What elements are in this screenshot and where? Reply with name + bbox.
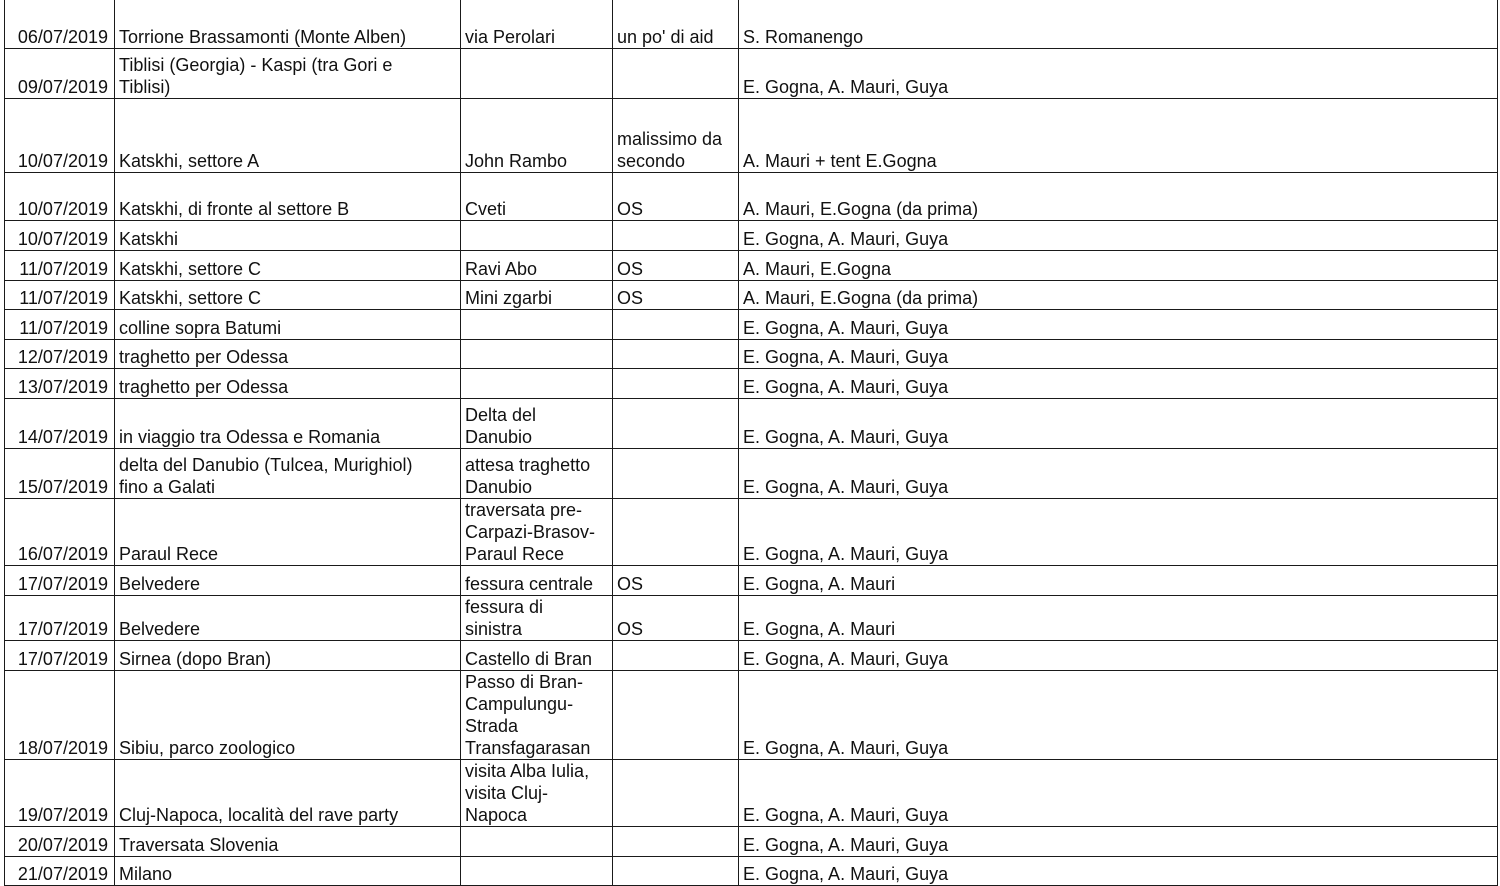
cell-location: Katskhi, settore C <box>115 280 461 309</box>
cell-date: 10/07/2019 <box>5 172 115 220</box>
cell-style: OS <box>613 280 739 309</box>
cell-people: E. Gogna, A. Mauri, Guya <box>739 220 1498 250</box>
cell-style: malissimo da secondo <box>613 98 739 172</box>
cell-route: via Perolari <box>461 0 613 48</box>
cell-route: Mini zgarbi <box>461 280 613 309</box>
table-row <box>5 398 1498 448</box>
cell-style <box>613 759 739 826</box>
cell-date: 12/07/2019 <box>5 339 115 368</box>
cell-location: in viaggio tra Odessa e Romania <box>115 398 461 448</box>
cell-people: E. Gogna, A. Mauri, Guya <box>739 640 1498 670</box>
cell-date: 17/07/2019 <box>5 640 115 670</box>
cell-date: 09/07/2019 <box>5 48 115 98</box>
cell-route: Ravi Abo <box>461 250 613 280</box>
cell-people: E. Gogna, A. Mauri <box>739 565 1498 595</box>
cell-date: 17/07/2019 <box>5 565 115 595</box>
cell-location: colline sopra Batumi <box>115 309 461 339</box>
cell-people: E. Gogna, A. Mauri, Guya <box>739 48 1498 98</box>
table-row <box>5 670 1498 759</box>
cell-style <box>613 368 739 398</box>
cell-location: Belvedere <box>115 565 461 595</box>
table-row <box>5 565 1498 595</box>
cell-people: A. Mauri, E.Gogna (da prima) <box>739 172 1498 220</box>
cell-route: fessura di sinistra <box>461 595 613 640</box>
cell-people: S. Romanengo <box>739 0 1498 48</box>
cell-location: traghetto per Odessa <box>115 339 461 368</box>
cell-style: OS <box>613 172 739 220</box>
cell-route <box>461 856 613 885</box>
cell-date: 16/07/2019 <box>5 498 115 565</box>
cell-style <box>613 339 739 368</box>
cell-style: OS <box>613 565 739 595</box>
table-row <box>5 339 1498 368</box>
cell-location: Sibiu, parco zoologico <box>115 670 461 759</box>
cell-route <box>461 368 613 398</box>
cell-people: E. Gogna, A. Mauri, Guya <box>739 826 1498 856</box>
table-row <box>5 172 1498 220</box>
cell-style <box>613 448 739 498</box>
cell-route: Cveti <box>461 172 613 220</box>
table-row <box>5 0 1498 48</box>
cell-route <box>461 826 613 856</box>
cell-style <box>613 640 739 670</box>
cell-style <box>613 220 739 250</box>
cell-people: E. Gogna, A. Mauri, Guya <box>739 759 1498 826</box>
cell-people: E. Gogna, A. Mauri, Guya <box>739 448 1498 498</box>
cell-date: 11/07/2019 <box>5 280 115 309</box>
cell-date: 19/07/2019 <box>5 759 115 826</box>
cell-location: Tiblisi (Georgia) - Kaspi (tra Gori e Tiblisi) <box>115 48 461 98</box>
table-body <box>5 0 1498 885</box>
cell-people: E. Gogna, A. Mauri <box>739 595 1498 640</box>
cell-style <box>613 826 739 856</box>
table-row <box>5 826 1498 856</box>
cell-route: Delta del Danubio <box>461 398 613 448</box>
cell-people: E. Gogna, A. Mauri, Guya <box>739 498 1498 565</box>
cell-route <box>461 220 613 250</box>
cell-date: 14/07/2019 <box>5 398 115 448</box>
cell-date: 18/07/2019 <box>5 670 115 759</box>
cell-location: Belvedere <box>115 595 461 640</box>
cell-route: traversata pre- Carpazi-Brasov- Paraul Rece <box>461 498 613 565</box>
cell-location: traghetto per Odessa <box>115 368 461 398</box>
cell-date: 10/07/2019 <box>5 220 115 250</box>
cell-location: Milano <box>115 856 461 885</box>
cell-location: Katskhi, settore A <box>115 98 461 172</box>
cell-location: Katskhi <box>115 220 461 250</box>
cell-route: visita Alba Iulia, visita Cluj- Napoca <box>461 759 613 826</box>
cell-route: Passo di Bran- Campulungu- Strada Transfagarasan <box>461 670 613 759</box>
cell-style: OS <box>613 595 739 640</box>
table-row <box>5 856 1498 885</box>
cell-date: 06/07/2019 <box>5 0 115 48</box>
cell-location: Torrione Brassamonti (Monte Alben) <box>115 0 461 48</box>
cell-style <box>613 670 739 759</box>
cell-style <box>613 398 739 448</box>
cell-date: 20/07/2019 <box>5 826 115 856</box>
table-row <box>5 48 1498 98</box>
cell-date: 15/07/2019 <box>5 448 115 498</box>
cell-location: Cluj-Napoca, località del rave party <box>115 759 461 826</box>
cell-route: fessura centrale <box>461 565 613 595</box>
cell-date: 11/07/2019 <box>5 250 115 280</box>
cell-route <box>461 339 613 368</box>
cell-route: Castello di Bran <box>461 640 613 670</box>
cell-people: E. Gogna, A. Mauri, Guya <box>739 670 1498 759</box>
table-row <box>5 759 1498 826</box>
cell-people: E. Gogna, A. Mauri, Guya <box>739 339 1498 368</box>
cell-date: 17/07/2019 <box>5 595 115 640</box>
cell-style <box>613 498 739 565</box>
cell-date: 10/07/2019 <box>5 98 115 172</box>
table-row <box>5 595 1498 640</box>
cell-location: Katskhi, settore C <box>115 250 461 280</box>
cell-location: delta del Danubio (Tulcea, Murighiol) fino a Galati <box>115 448 461 498</box>
table-row <box>5 368 1498 398</box>
cell-people: E. Gogna, A. Mauri, Guya <box>739 309 1498 339</box>
cell-location: Katskhi, di fronte al settore B <box>115 172 461 220</box>
cell-date: 21/07/2019 <box>5 856 115 885</box>
cell-route <box>461 309 613 339</box>
table-row <box>5 448 1498 498</box>
table-row <box>5 250 1498 280</box>
cell-route: John Rambo <box>461 98 613 172</box>
climbing-log-table <box>4 0 1498 886</box>
cell-location: Sirnea (dopo Bran) <box>115 640 461 670</box>
cell-route <box>461 48 613 98</box>
cell-style <box>613 48 739 98</box>
table-row <box>5 98 1498 172</box>
cell-people: A. Mauri, E.Gogna (da prima) <box>739 280 1498 309</box>
cell-people: A. Mauri, E.Gogna <box>739 250 1498 280</box>
cell-date: 13/07/2019 <box>5 368 115 398</box>
table-row <box>5 309 1498 339</box>
cell-style <box>613 309 739 339</box>
cell-style: OS <box>613 250 739 280</box>
table-row <box>5 640 1498 670</box>
cell-date: 11/07/2019 <box>5 309 115 339</box>
cell-style: un po' di aid <box>613 0 739 48</box>
table-row <box>5 280 1498 309</box>
cell-location: Paraul Rece <box>115 498 461 565</box>
cell-location: Traversata Slovenia <box>115 826 461 856</box>
table-row <box>5 220 1498 250</box>
cell-people: E. Gogna, A. Mauri, Guya <box>739 856 1498 885</box>
cell-people: E. Gogna, A. Mauri, Guya <box>739 368 1498 398</box>
table-row <box>5 498 1498 565</box>
cell-route: attesa traghetto Danubio <box>461 448 613 498</box>
cell-style <box>613 856 739 885</box>
cell-people: A. Mauri + tent E.Gogna <box>739 98 1498 172</box>
cell-people: E. Gogna, A. Mauri, Guya <box>739 398 1498 448</box>
